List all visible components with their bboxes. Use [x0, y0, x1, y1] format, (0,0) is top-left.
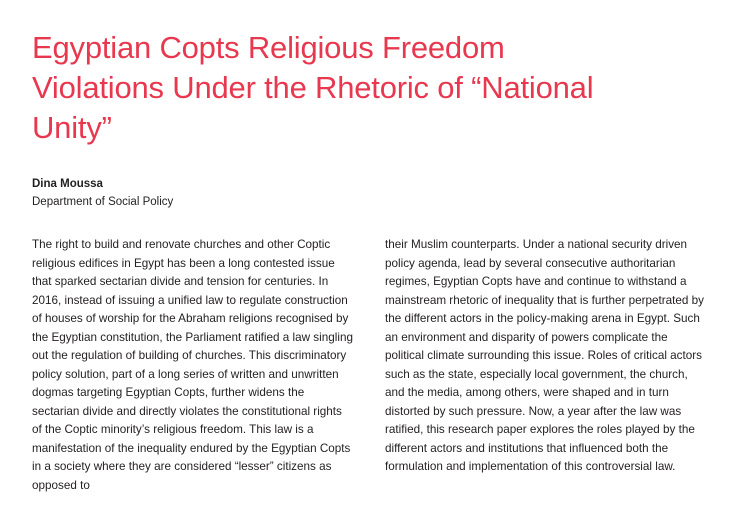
author-affiliation: Department of Social Policy	[32, 196, 174, 208]
abstract-column-left	[32, 236, 353, 495]
author-name: Dina Moussa	[32, 178, 103, 190]
abstract-columns	[32, 236, 715, 495]
abstract-paragraph: their Muslim counterparts. Under a national security driven policy agenda, lead by several consecutive authoritarian regimes, Egyptian Copts have and continue to withstand a mainstream rhetoric of inequality that is further perpetrated by the different actors in the policy-making arena in Egypt. Such an environment and disparity of powers complicate the political climate surrounding this issue. Roles of critical actors such as the state, especially local government, the church, and the media, among others, were shaped and in turn distorted by such pressure. Now, a year after the law was ratified, this research paper explores the roles played by the different actors and institutions that influenced both the formulation and implementation of this controversial law.	[385, 238, 704, 473]
abstract-paragraph: The right to build and renovate churches and other Coptic religious edifices in Egypt has been a long contested issue that sparked sectarian divide and tension for centuries. In 2016, instead of issuing a unified law to regulate construction of houses of worship for the Abraham religions recognised by the Egyptian constitution, the Parliament ratified a law singling out the regulation of building of churches. This discriminatory policy solution, part of a long series of written and unwritten dogmas targeting Egyptian Copts, further widens the sectarian divide and directly violates the constitutional rights of the Coptic minority’s religious freedom. This law is a manifestation of the inequality endured by the Egyptian Copts in a society where they are considered “lesser” citizens as opposed to	[32, 238, 353, 492]
abstract-column-right	[385, 236, 706, 495]
page-title: Egyptian Copts Religious Freedom Violations Under the Rhetoric of “National Unity”	[32, 30, 594, 145]
byline	[32, 176, 715, 210]
